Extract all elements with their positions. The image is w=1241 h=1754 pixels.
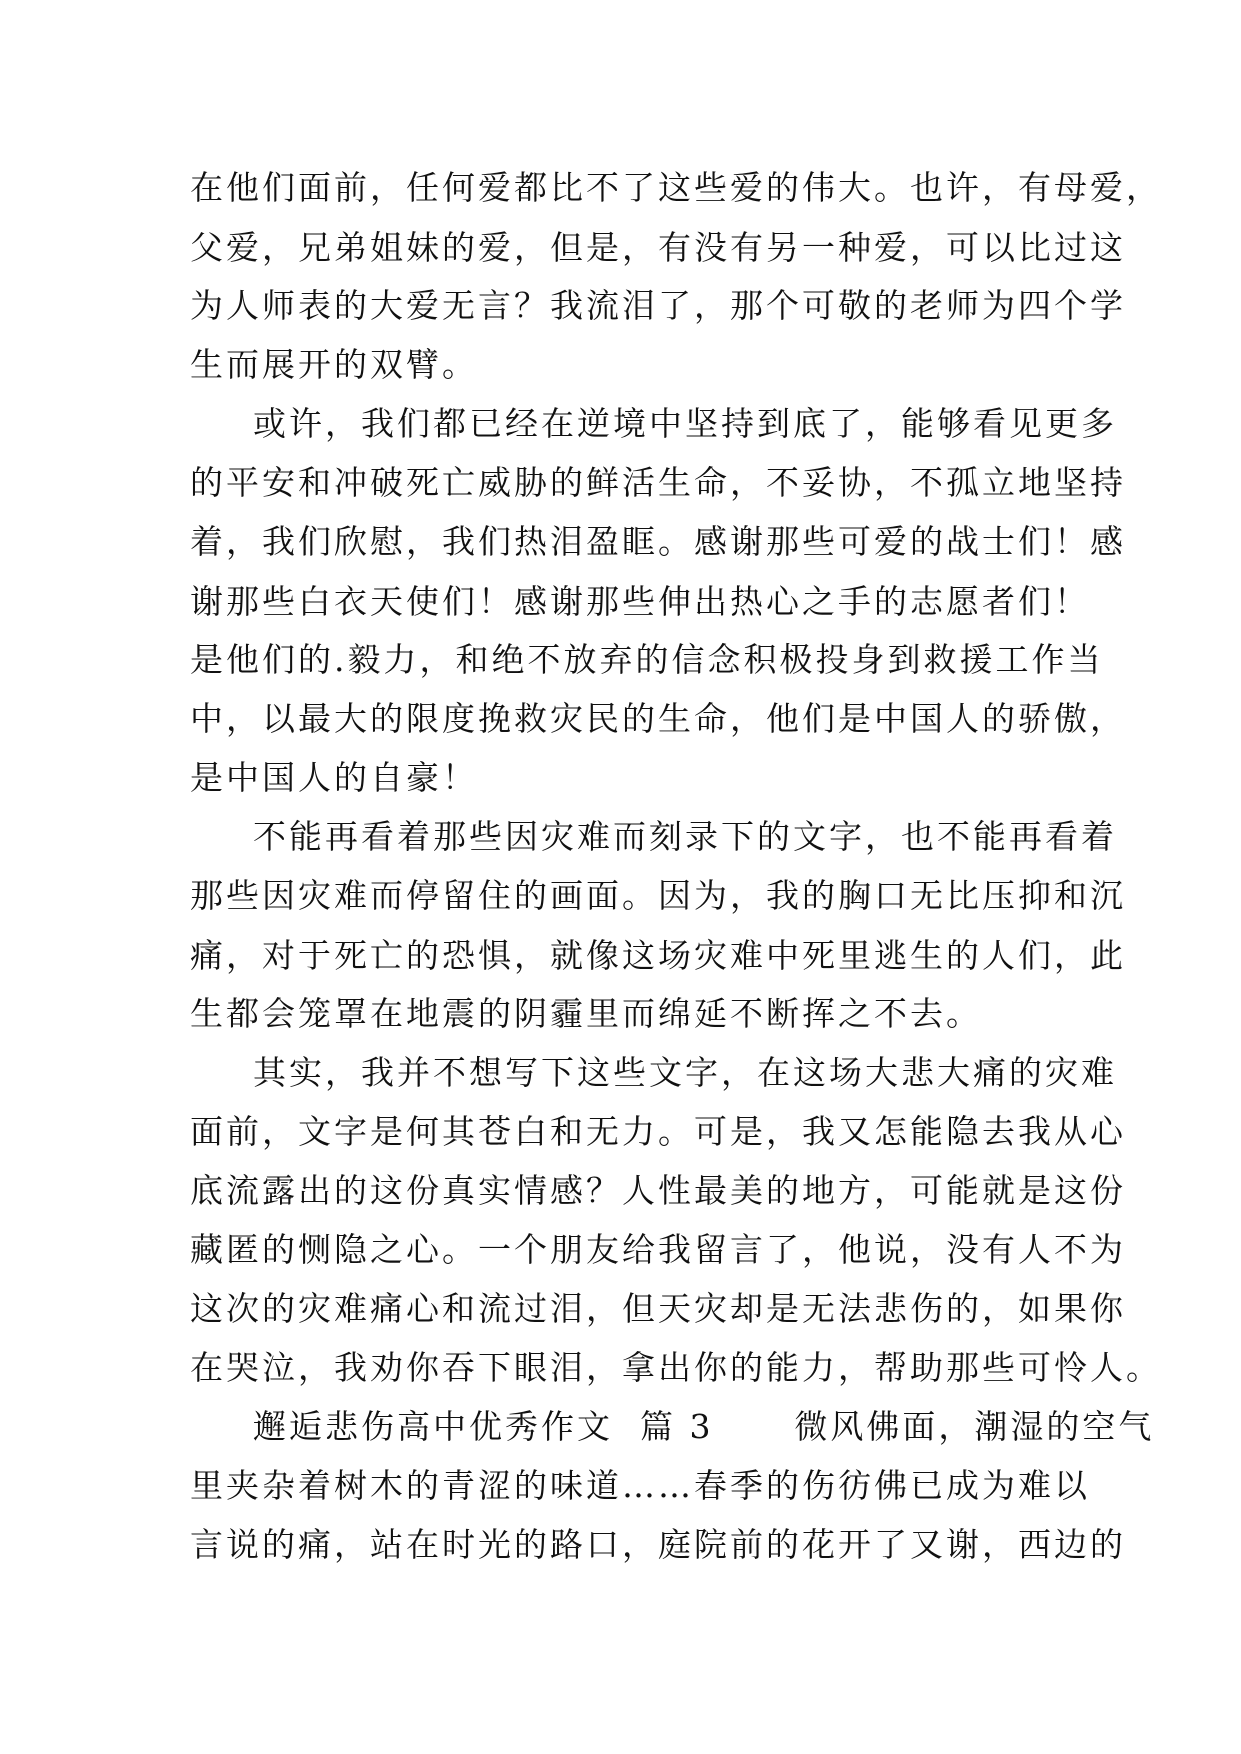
- text-line: 中，以最大的限度挽救灾民的生命，他们是中国人的骄傲，: [190, 699, 1126, 738]
- text-line: 谢那些白衣天使们！感谢那些伸出热心之手的志愿者们！: [190, 582, 1090, 621]
- text-line: 痛，对于死亡的恐惧，就像这场灾难中死里逃生的人们，此: [190, 936, 1126, 975]
- text-line: 父爱，兄弟姐妹的爱，但是，有没有另一种爱，可以比过这: [190, 228, 1126, 267]
- text-line: 言说的痛，站在时光的路口，庭院前的花开了又谢，西边的: [190, 1525, 1126, 1564]
- paragraph-start-line: 或许，我们都已经在逆境中坚持到底了，能够看见更多: [253, 404, 1117, 443]
- text-line: 在他们面前，任何爱都比不了这些爱的伟大。也许，有母爱，: [190, 168, 1162, 207]
- text-line: 底流露出的这份真实情感？人性最美的地方，可能就是这份: [190, 1171, 1126, 1210]
- text-line: 着，我们欣慰，我们热泪盈眶。感谢那些可爱的战士们！感: [190, 522, 1126, 561]
- text-line: 生都会笼罩在地震的阴霾里而绵延不断挥之不去。: [190, 994, 982, 1033]
- text-line: 是他们的.毅力，和绝不放弃的信念积极投身到救援工作当: [190, 640, 1104, 679]
- text-line: 这次的灾难痛心和流过泪，但天灾却是无法悲伤的，如果你: [190, 1289, 1126, 1328]
- text-line: 里夹杂着树木的青涩的味道……春季的伤彷佛已成为难以: [190, 1466, 1090, 1505]
- text-line: 面前，文字是何其苍白和无力。可是，我又怎能隐去我从心: [190, 1112, 1126, 1151]
- paragraph-start-line: 不能再看着那些因灾难而刻录下的文字，也不能再看着: [253, 817, 1117, 856]
- section-heading-line: 邂逅悲伤高中优秀作文 篇 3 微风佛面，潮湿的空气: [253, 1407, 1155, 1446]
- text-line: 藏匿的恻隐之心。一个朋友给我留言了，他说，没有人不为: [190, 1230, 1126, 1269]
- text-line: 是中国人的自豪！: [190, 758, 478, 797]
- paragraph-start-line: 其实，我并不想写下这些文字，在这场大悲大痛的灾难: [253, 1053, 1117, 1092]
- text-line: 在哭泣，我劝你吞下眼泪，拿出你的能力，帮助那些可怜人。: [190, 1348, 1162, 1387]
- text-line: 为人师表的大爱无言？我流泪了，那个可敬的老师为四个学: [190, 286, 1126, 325]
- text-line: 那些因灾难而停留住的画面。因为，我的胸口无比压抑和沉: [190, 876, 1126, 915]
- text-line: 的平安和冲破死亡威胁的鲜活生命，不妥协，不孤立地坚持: [190, 463, 1126, 502]
- text-line: 生而展开的双臂。: [190, 345, 478, 384]
